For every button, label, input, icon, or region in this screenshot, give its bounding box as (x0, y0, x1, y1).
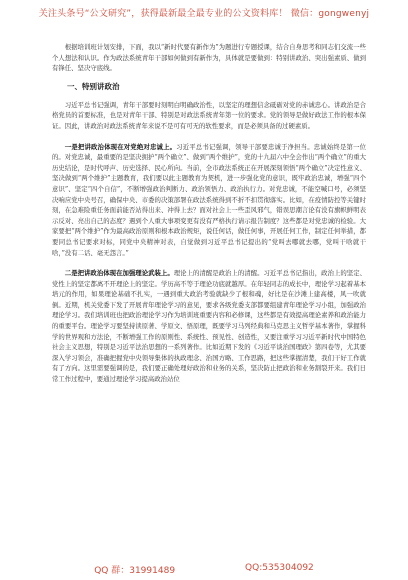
point-one-lead: 一是把讲政治体现在对党绝对忠诚上。 (64, 142, 177, 151)
point-two-body: 理论上的清醒是政治上的清醒。习近平总书记指出，政治上的坚定、党性上的坚定都离不开理论上的坚定。学历高不等于理论功底就越厚。在年轻同志的成长中，理论学习起着基本培元的作用，如果理论基础不扎实，一遇到重大政治考验就缺少了根和魂，好比是在沙滩上建高楼，风一吹就倒。近期，机关党委下发了开展青年理论学习的意见，要求各级党委支部都要组建青年理论学习小组，加强政治理论学习。我们培训班也把政治理论学习作为培训班重要内容和必修课，这些都是有效提高理论素养和政治能力的重要平台。理论学习要坚持读原著、学原文、悟原理，既要学习马列经典和马克思主义哲学基本著作，掌握科学的世界观和方法论，不断增强工作的原则性、系统性、预见性、创造性，又要注重学习习近平新时代中国特色社会主义思想，特别是习近平法治思想的一系列著作。比如近期下发的《习近平谈治国理政》第四卷等，尤其要深入学习领会，准确把握党中央领导集体的执政理念、治国方略、工作思路，把这些掌握清楚，我们干好工作就有了方向。这里需要强调的是，我们要正确处理好政治和业务的关系，坚决防止把政治和业务割裂开来。我们日常工作过程中，要通过理论学习提高政治站位 (52, 269, 366, 384)
document-body (52, 42, 366, 385)
point-one-body: 习近平总书记强调，领导干部要忠诚于净担当。忠诚始终是第一位的。对党忠诚，最重要的是坚决拥护“两个确立”、做到“两个维护”，党的十九届六中全会作出“两个确立”的重大历史结论，是时代呼声、历史选择、民心所向。当前，全市政法系统正在开展深刻领悟“两个确立”决定性意义、坚决做到“两个维护”主题教育，我们要以此主题教育为契机，进一步强化党的意识，既牢政治忠诚，增强“四个意识”、坚定“四个自信”，不断增强政治判断力、政治领悟力、政治执行力。对党忠诚，不能空喊口号，必须坚决响应党中央号召，确保中央、市委的决策部署在政法系统得到不折不扣贯彻落实。比如，在疫情防控等关键时刻，在急难险重任务面前能否站得出来、冲得上去？面对社会上一些歪风邪气，错误思潮言论有没有旗帜鲜明表示反对、亮出自己的态度？遇到个人重大事项变更有没有严格执行请示报告制度？这些都是对党忠诚的检验。大家要把“两个维护”作为最高政治原则和根本政治规矩，说任何话，做任何事，开展任何工作，制定任何举措，都要同总书记要求对标，同党中央精神对表，自觉做到习近平总书记提出的“党叫去哪就去哪，党叫干啥就干啥，”没有二话、毫无怨言。” (52, 142, 367, 257)
point-two-paragraph (52, 268, 366, 385)
qq-contact-text: QQ:535304092 (245, 563, 314, 573)
qq-group-text: QQ 群：31991489 (94, 566, 176, 576)
section-heading: 一、特别讲政治 (67, 81, 120, 91)
point-one-paragraph (52, 142, 366, 259)
section-intro-paragraph: 习近平总书记强调，青年干部要时刻明白明确政治性，以坚定的理想信念砥砺对党的赤诚忠心。讲政治是合格党员的首要标准，也是对青年干部、特别是对政法系统青年第一位的要求。党的领导是做好政法工作的根本保证。因此，讲政治对政法系统青年来说不是可有可无的软性要求，而是必须具备的过硬素质。 (52, 100, 366, 130)
paragraph-gap (52, 132, 366, 142)
point-two-lead: 二是把讲政治体现在加强理论武装上。 (64, 269, 174, 278)
promo-banner: 关注头条号“公文研究”，获得最新最全最专业的公文资料库！ 微信：gongwenyj (38, 9, 370, 19)
intro-paragraph: 根据培训班计划安排，下面，我以“新时代要有新作为”为题进行专题授课，结合自身思考和同志们交流一些个人想法和认识。作为政法系统青年干部如何做到有新作为，具体就是要做到：特别讲政治、突出强素质、做到有锋任、坚决守底线。 (52, 43, 366, 73)
paragraph-gap (52, 258, 366, 268)
contact-footer (0, 563, 408, 576)
